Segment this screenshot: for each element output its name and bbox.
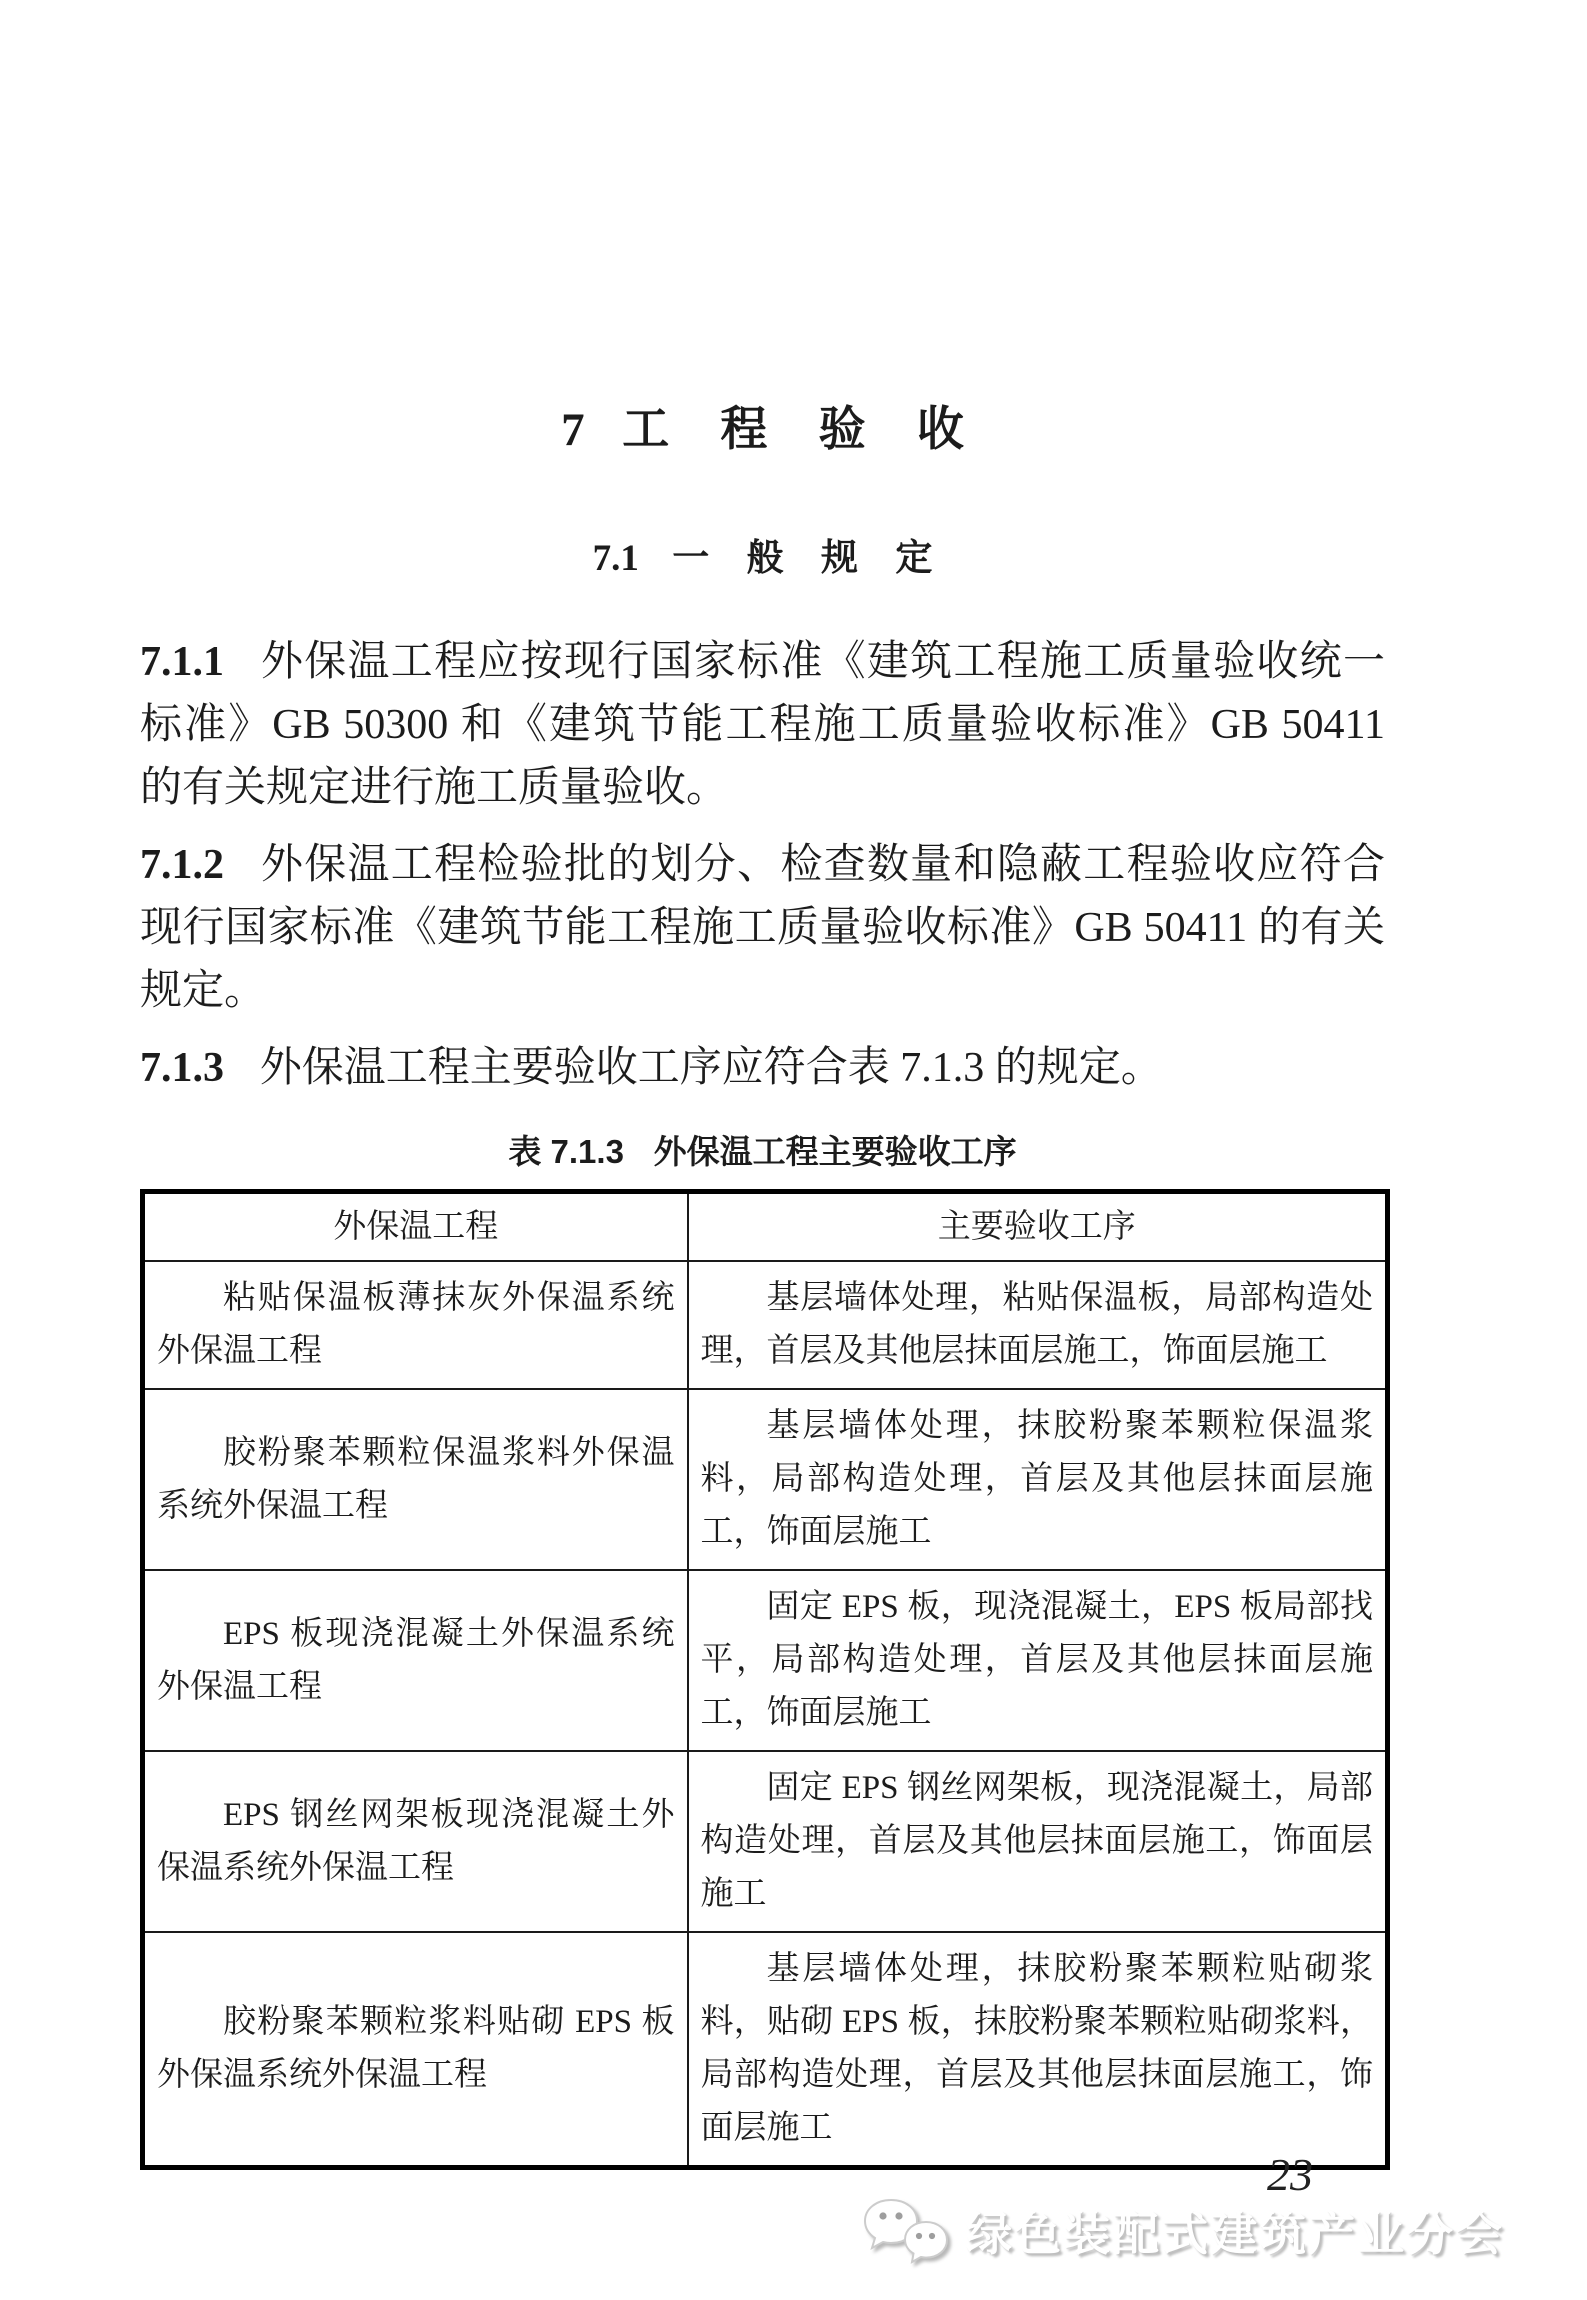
- table-row: [143, 1261, 1388, 1389]
- clauses-block: [140, 631, 1385, 1100]
- cell-procedure: 基层墙体处理，抹胶粉聚苯颗粒贴砌浆料，贴砌 EPS 板，抹胶粉聚苯颗粒贴砌浆料，局部构造处理，首层及其他层抹面层施工，饰面层施工: [688, 1932, 1388, 2168]
- clause-text: 外保温工程主要验收工序应符合表 7.1.3 的规定。: [259, 1045, 1163, 1092]
- acceptance-procedure-table: [140, 1189, 1390, 2170]
- table-caption-title: 外保温工程主要验收工序: [653, 1133, 1017, 1171]
- clause-7-1-2: [140, 834, 1385, 1023]
- cell-project: 胶粉聚苯颗粒保温浆料外保温系统外保温工程: [143, 1389, 688, 1570]
- cell-procedure: 基层墙体处理，粘贴保温板，局部构造处理，首层及其他层抹面层施工，饰面层施工: [688, 1261, 1388, 1389]
- content-column: [140, 0, 1385, 2170]
- table-caption: [140, 1126, 1385, 1173]
- section-number: 7.1: [592, 537, 639, 579]
- table-caption-label: 表 7.1.3: [508, 1133, 624, 1171]
- clause-number: 7.1.2: [140, 842, 224, 889]
- clause-7-1-1: [140, 631, 1385, 820]
- column-header-procedure: 主要验收工序: [688, 1192, 1388, 1262]
- table-row: [143, 1932, 1388, 2168]
- clause-number: 7.1.3: [140, 1045, 224, 1092]
- cell-project: 胶粉聚苯颗粒浆料贴砌 EPS 板外保温系统外保温工程: [143, 1932, 688, 2168]
- clause-number: 7.1.1: [140, 639, 224, 686]
- wechat-icon: [860, 2196, 956, 2266]
- clause-7-1-3: [140, 1037, 1385, 1100]
- page-number: 23: [1267, 2149, 1313, 2200]
- cell-project: EPS 板现浇混凝土外保温系统外保温工程: [143, 1570, 688, 1751]
- table-header-row: [143, 1192, 1388, 1262]
- table-row: [143, 1570, 1388, 1751]
- column-header-project: 外保温工程: [143, 1192, 688, 1262]
- table-row: [143, 1389, 1388, 1570]
- section-title: [140, 539, 1385, 580]
- chapter-number: 7: [561, 404, 585, 456]
- clause-text: 外保温工程检验批的划分、检查数量和隐蔽工程验收应符合现行国家标准《建筑节能工程施工质量验收标准》GB 50411 的有关规定。: [140, 842, 1385, 1015]
- wechat-watermark: [860, 2196, 1505, 2266]
- cell-procedure: 固定 EPS 板，现浇混凝土，EPS 板局部找平，局部构造处理，首层及其他层抹面层施工，饰面层施工: [688, 1570, 1388, 1751]
- cell-procedure: 固定 EPS 钢丝网架板，现浇混凝土，局部构造处理，首层及其他层抹面层施工，饰面层施工: [688, 1751, 1388, 1932]
- section-title-text: 一 般 规 定: [672, 537, 947, 579]
- table-row: [143, 1751, 1388, 1932]
- chapter-title-text: 工 程 验 收: [622, 404, 984, 456]
- watermark-text: 绿色装配式建筑产业分会: [966, 2208, 1505, 2260]
- clause-text: 外保温工程应按现行国家标准《建筑工程施工质量验收统一标准》GB 50300 和《建筑节能工程施工质量验收标准》GB 50411 的有关规定进行施工质量验收。: [140, 639, 1385, 812]
- cell-procedure: 基层墙体处理，抹胶粉聚苯颗粒保温浆料，局部构造处理，首层及其他层抹面层施工，饰面层施工: [688, 1389, 1388, 1570]
- cell-project: EPS 钢丝网架板现浇混凝土外保温系统外保温工程: [143, 1751, 688, 1932]
- chapter-title: [140, 405, 1385, 457]
- cell-project: 粘贴保温板薄抹灰外保温系统外保温工程: [143, 1261, 688, 1389]
